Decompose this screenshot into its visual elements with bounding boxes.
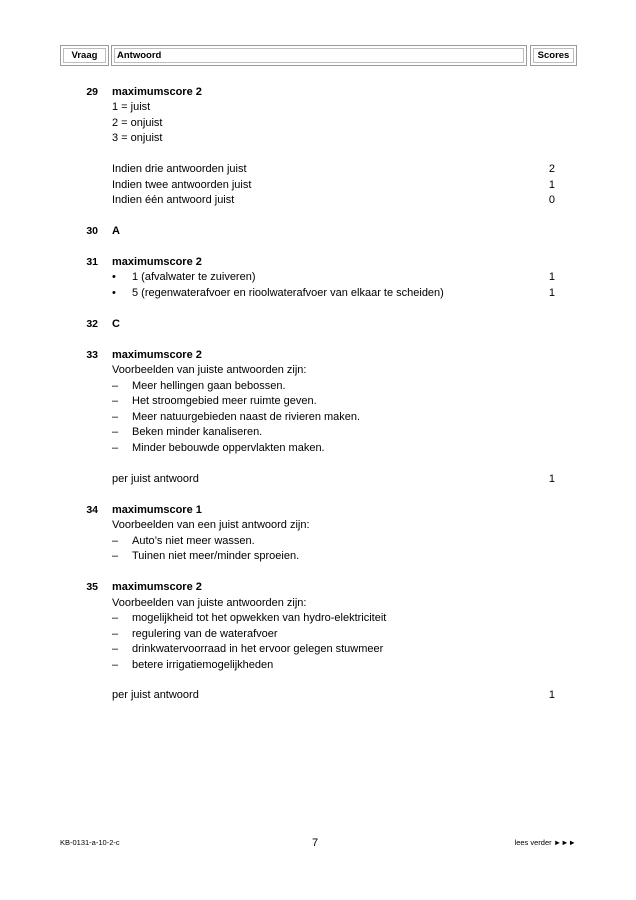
- examples-intro: Voorbeelden van een juist antwoord zijn:: [112, 519, 310, 531]
- example-text: betere irrigatiemogelijkheden: [132, 659, 274, 671]
- max-score-29: maximumscore 2: [112, 86, 202, 98]
- document-code: KB-0131-a-10-2-c: [60, 838, 120, 847]
- question-number-35: 35: [86, 581, 98, 593]
- score-value: 1: [548, 287, 555, 299]
- example-item: [112, 534, 255, 548]
- dash-marker: –: [112, 426, 119, 438]
- example-text: Tuinen niet meer/minder sproeien.: [132, 550, 300, 562]
- example-item: [112, 642, 383, 656]
- dash-marker: –: [112, 380, 119, 392]
- example-text: Auto’s niet meer wassen.: [132, 535, 255, 547]
- example-item: [112, 379, 286, 393]
- score-value: 0: [548, 194, 555, 206]
- example-text: Meer natuurgebieden naast de rivieren maken.: [132, 411, 361, 423]
- score-value: 1: [548, 271, 555, 283]
- score-value: 1: [548, 689, 555, 701]
- example-text: regulering van de waterafvoer: [132, 628, 278, 640]
- examples-intro: Voorbeelden van juiste antwoorden zijn:: [112, 364, 307, 376]
- bullet-marker: •: [112, 271, 116, 283]
- max-score-35: maximumscore 2: [112, 581, 202, 593]
- dash-marker: –: [112, 612, 119, 624]
- column-header-scores: Scores: [530, 45, 577, 66]
- question-number-31: 31: [86, 256, 98, 268]
- dash-marker: –: [112, 535, 119, 547]
- continue-note: lees verder ►►►: [514, 838, 576, 847]
- example-item: [112, 394, 317, 408]
- dash-marker: –: [112, 411, 119, 423]
- example-item: [112, 627, 278, 641]
- score-value: 2: [548, 163, 555, 175]
- answer-line: 3 = onjuist: [112, 132, 163, 144]
- question-number-33: 33: [86, 349, 98, 361]
- dash-marker: –: [112, 659, 119, 671]
- example-item: [112, 658, 273, 672]
- example-text: Beken minder kanaliseren.: [132, 426, 263, 438]
- scoring-rule: Indien drie antwoorden juist: [112, 163, 247, 175]
- example-item: [112, 611, 386, 625]
- dash-marker: –: [112, 395, 119, 407]
- bullet-text: 1 (afvalwater te zuiveren): [132, 271, 256, 283]
- page-number: 7: [312, 837, 319, 849]
- bullet-item: [112, 270, 256, 284]
- example-text: Meer hellingen gaan bebossen.: [132, 380, 286, 392]
- bullet-item: [112, 286, 444, 300]
- scoring-rule: Indien twee antwoorden juist: [112, 179, 252, 191]
- answer-30: A: [112, 225, 120, 237]
- examples-intro: Voorbeelden van juiste antwoorden zijn:: [112, 597, 307, 609]
- score-value: 1: [548, 179, 555, 191]
- per-answer-label: per juist antwoord: [112, 689, 199, 701]
- score-value: 1: [548, 473, 555, 485]
- answer-32: C: [112, 318, 120, 330]
- max-score-33: maximumscore 2: [112, 349, 202, 361]
- example-item: [112, 410, 360, 424]
- question-number-34: 34: [86, 504, 98, 516]
- dash-marker: –: [112, 643, 119, 655]
- scoring-rule: Indien één antwoord juist: [112, 194, 235, 206]
- per-answer-label: per juist antwoord: [112, 473, 199, 485]
- question-number-30: 30: [86, 225, 98, 237]
- answer-line: 1 = juist: [112, 101, 151, 113]
- example-text: mogelijkheid tot het opwekken van hydro-elektriciteit: [132, 612, 387, 624]
- bullet-marker: •: [112, 287, 116, 299]
- question-number-32: 32: [86, 318, 98, 330]
- max-score-34: maximumscore 1: [112, 504, 202, 516]
- column-header-vraag: Vraag: [60, 45, 109, 66]
- bullet-text: 5 (regenwaterafvoer en rioolwaterafvoer van elkaar te scheiden): [132, 287, 444, 299]
- example-text: drinkwatervoorraad in het ervoor gelegen stuwmeer: [132, 643, 384, 655]
- column-header-antwoord: Antwoord: [111, 45, 527, 66]
- dash-marker: –: [112, 628, 119, 640]
- example-text: Minder bebouwde oppervlakten maken.: [132, 442, 325, 454]
- question-number-29: 29: [86, 86, 98, 98]
- example-text: Het stroomgebied meer ruimte geven.: [132, 395, 317, 407]
- dash-marker: –: [112, 442, 119, 454]
- max-score-31: maximumscore 2: [112, 256, 202, 268]
- example-item: [112, 549, 299, 563]
- dash-marker: –: [112, 550, 119, 562]
- example-item: [112, 441, 325, 455]
- answer-line: 2 = onjuist: [112, 117, 163, 129]
- example-item: [112, 425, 262, 439]
